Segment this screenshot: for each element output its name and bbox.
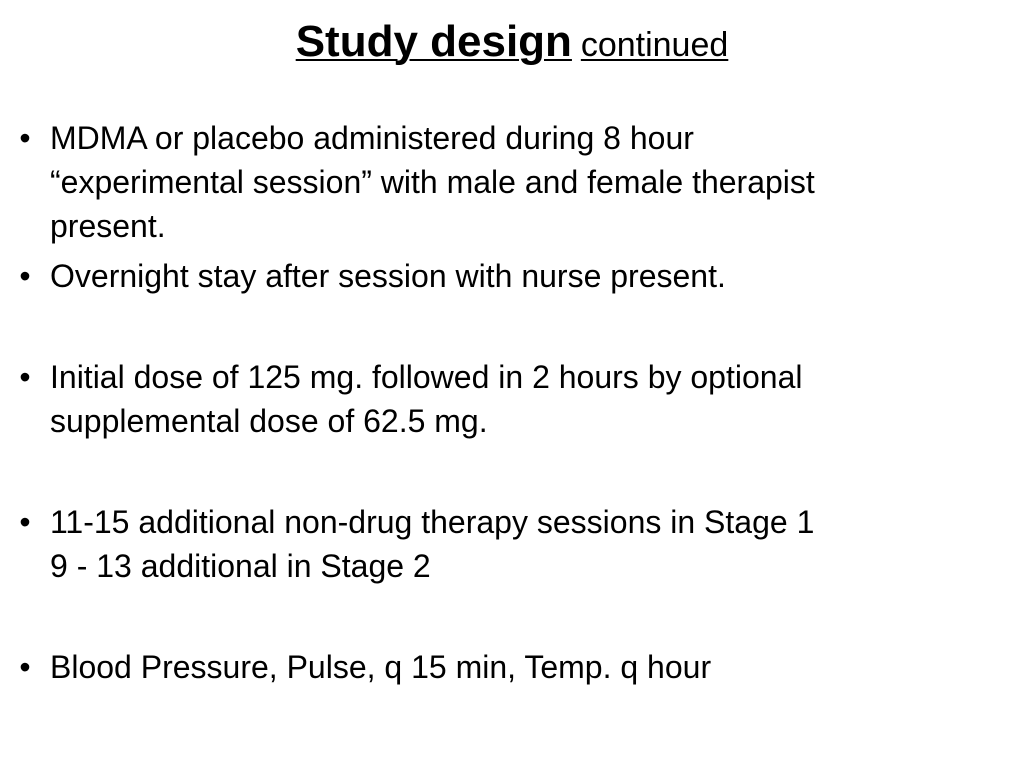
slide-title — [0, 18, 1024, 66]
bullet-text-line: supplemental dose of 62.5 mg. — [50, 403, 488, 439]
bullet-icon: • — [19, 258, 31, 294]
bullet-text-line: present. — [50, 208, 166, 244]
bullet-icon: • — [19, 504, 31, 540]
bullet-text-line: 9 - 13 additional in Stage 2 — [50, 548, 431, 584]
bullet-item — [10, 645, 1010, 689]
bullet-item — [10, 355, 1010, 443]
slide-title-sub: continued — [580, 26, 729, 64]
bullet-text-line: MDMA or placebo administered during 8 hour — [50, 120, 694, 156]
slide-title-main: Study design — [295, 17, 572, 66]
bullet-text-line: Overnight stay after session with nurse present. — [50, 258, 726, 294]
bullet-icon: • — [19, 359, 31, 395]
bullet-item — [10, 254, 1010, 298]
bullet-text-line: Blood Pressure, Pulse, q 15 min, Temp. q hour — [50, 649, 712, 685]
bullet-text-line: Initial dose of 125 mg. followed in 2 hours by optional — [50, 359, 803, 395]
bullet-item — [10, 500, 1010, 588]
bullet-icon: • — [19, 120, 31, 156]
bullet-icon: • — [19, 649, 31, 685]
bullet-list — [10, 116, 1010, 689]
bullet-text-line: “experimental session” with male and female therapist — [50, 164, 815, 200]
bullet-item — [10, 116, 1010, 248]
bullet-text-line: 11-15 additional non-drug therapy sessions in Stage 1 — [50, 504, 815, 540]
